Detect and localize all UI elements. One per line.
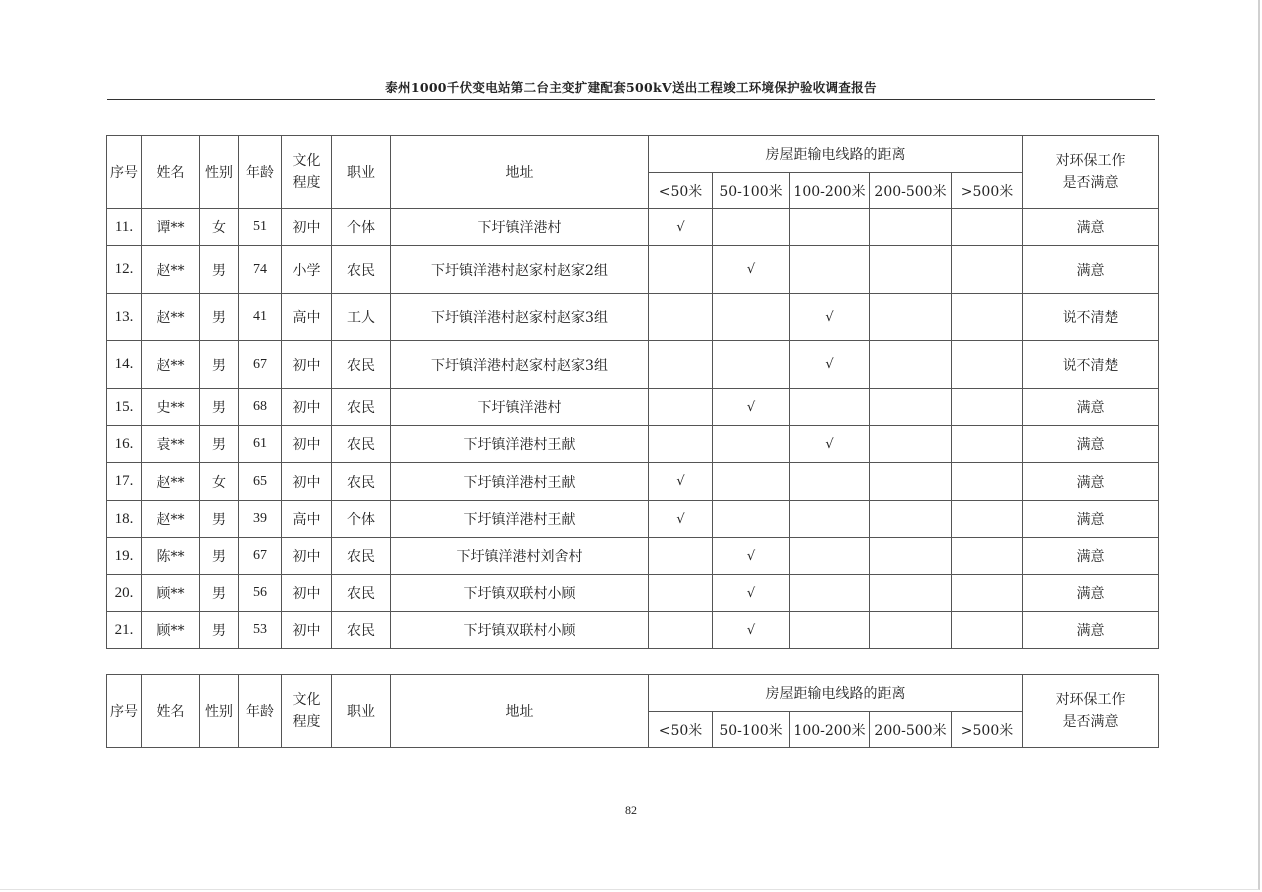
col-header-dist-100-200: 100-200米 bbox=[790, 173, 870, 209]
row-gender: 男 bbox=[200, 612, 239, 649]
row-distance-empty bbox=[649, 389, 713, 426]
row-name: 陈** bbox=[142, 538, 200, 575]
col-header-satisfaction bbox=[1023, 136, 1159, 209]
col-header-age: 年龄 bbox=[239, 675, 282, 748]
col-header-dist-200-500: 200-500米 bbox=[870, 712, 952, 748]
row-distance-empty bbox=[790, 575, 870, 612]
row-address: 下圩镇洋港村刘舍村 bbox=[391, 538, 649, 575]
row-distance-check: √ bbox=[649, 463, 713, 501]
row-distance-empty bbox=[952, 209, 1023, 246]
col-header-education bbox=[282, 136, 332, 209]
row-education: 初中 bbox=[282, 389, 332, 426]
survey-table-continued bbox=[106, 674, 1159, 748]
row-distance-empty bbox=[870, 575, 952, 612]
table-row bbox=[107, 538, 1159, 575]
row-seq: 16. bbox=[107, 426, 142, 463]
table-row bbox=[107, 612, 1159, 649]
row-gender: 男 bbox=[200, 389, 239, 426]
row-occupation: 农民 bbox=[332, 538, 391, 575]
col-header-address: 地址 bbox=[391, 136, 649, 209]
row-distance-empty bbox=[713, 463, 790, 501]
row-distance-empty bbox=[649, 246, 713, 294]
row-occupation: 个体 bbox=[332, 501, 391, 538]
row-address: 下圩镇洋港村王献 bbox=[391, 426, 649, 463]
col-header-education bbox=[282, 675, 332, 748]
row-distance-empty bbox=[952, 501, 1023, 538]
row-gender: 男 bbox=[200, 426, 239, 463]
row-address: 下圩镇洋港村王献 bbox=[391, 463, 649, 501]
row-seq: 11. bbox=[107, 209, 142, 246]
row-address: 下圩镇双联村小顾 bbox=[391, 612, 649, 649]
col-header-dist-50-100: 50-100米 bbox=[713, 712, 790, 748]
col-header-dist-lt50: <50米 bbox=[649, 712, 713, 748]
row-distance-check: √ bbox=[790, 294, 870, 341]
row-age: 74 bbox=[239, 246, 282, 294]
row-address: 下圩镇洋港村 bbox=[391, 389, 649, 426]
row-satisfaction: 满意 bbox=[1023, 209, 1159, 246]
row-gender: 男 bbox=[200, 501, 239, 538]
row-seq: 14. bbox=[107, 341, 142, 389]
row-distance-empty bbox=[870, 389, 952, 426]
row-distance-empty bbox=[870, 501, 952, 538]
row-occupation: 农民 bbox=[332, 426, 391, 463]
row-distance-empty bbox=[649, 426, 713, 463]
table-row bbox=[107, 294, 1159, 341]
row-education: 初中 bbox=[282, 612, 332, 649]
row-distance-empty bbox=[952, 538, 1023, 575]
row-gender: 女 bbox=[200, 463, 239, 501]
table-row bbox=[107, 209, 1159, 246]
col-header-occupation: 职业 bbox=[332, 136, 391, 209]
col-header-satisfaction-line2: 是否满意 bbox=[1062, 175, 1119, 191]
row-distance-empty bbox=[952, 389, 1023, 426]
col-header-address: 地址 bbox=[391, 675, 649, 748]
row-occupation: 农民 bbox=[332, 612, 391, 649]
row-seq: 19. bbox=[107, 538, 142, 575]
row-distance-empty bbox=[713, 426, 790, 463]
row-distance-check: √ bbox=[713, 612, 790, 649]
row-satisfaction: 满意 bbox=[1023, 575, 1159, 612]
row-distance-empty bbox=[870, 612, 952, 649]
col-header-occupation: 职业 bbox=[332, 675, 391, 748]
col-header-dist-gt500: >500米 bbox=[952, 712, 1023, 748]
col-header-dist-100-200: 100-200米 bbox=[790, 712, 870, 748]
col-header-satisfaction-line2: 是否满意 bbox=[1062, 714, 1119, 730]
row-address: 下圩镇洋港村 bbox=[391, 209, 649, 246]
row-distance-empty bbox=[790, 501, 870, 538]
row-age: 53 bbox=[239, 612, 282, 649]
col-header-dist-gt500: >500米 bbox=[952, 173, 1023, 209]
row-address: 下圩镇洋港村赵家村赵家3组 bbox=[391, 341, 649, 389]
row-distance-empty bbox=[649, 612, 713, 649]
continued-header-row bbox=[107, 675, 1159, 712]
row-satisfaction: 满意 bbox=[1023, 246, 1159, 294]
row-satisfaction: 满意 bbox=[1023, 612, 1159, 649]
col-header-education-line1: 文化 bbox=[292, 153, 321, 169]
row-distance-empty bbox=[952, 426, 1023, 463]
row-distance-check: √ bbox=[649, 501, 713, 538]
table-row bbox=[107, 246, 1159, 294]
row-age: 41 bbox=[239, 294, 282, 341]
row-education: 高中 bbox=[282, 294, 332, 341]
row-distance-empty bbox=[870, 426, 952, 463]
row-distance-empty bbox=[713, 501, 790, 538]
row-distance-empty bbox=[713, 209, 790, 246]
row-gender: 男 bbox=[200, 294, 239, 341]
row-satisfaction: 满意 bbox=[1023, 426, 1159, 463]
row-occupation: 农民 bbox=[332, 246, 391, 294]
row-distance-empty bbox=[952, 294, 1023, 341]
row-distance-empty bbox=[790, 389, 870, 426]
col-header-satisfaction bbox=[1023, 675, 1159, 748]
row-distance-check: √ bbox=[713, 389, 790, 426]
col-header-education-line2: 程度 bbox=[292, 714, 321, 730]
row-seq: 13. bbox=[107, 294, 142, 341]
col-header-dist-200-500: 200-500米 bbox=[870, 173, 952, 209]
row-distance-empty bbox=[790, 612, 870, 649]
col-header-age: 年龄 bbox=[239, 136, 282, 209]
row-satisfaction: 满意 bbox=[1023, 538, 1159, 575]
row-education: 高中 bbox=[282, 501, 332, 538]
row-seq: 21. bbox=[107, 612, 142, 649]
row-distance-check: √ bbox=[713, 246, 790, 294]
row-education: 初中 bbox=[282, 209, 332, 246]
row-distance-empty bbox=[649, 575, 713, 612]
row-gender: 男 bbox=[200, 575, 239, 612]
row-satisfaction: 说不清楚 bbox=[1023, 294, 1159, 341]
col-header-dist-50-100: 50-100米 bbox=[713, 173, 790, 209]
row-gender: 男 bbox=[200, 538, 239, 575]
row-distance-empty bbox=[713, 341, 790, 389]
row-occupation: 工人 bbox=[332, 294, 391, 341]
row-education: 初中 bbox=[282, 341, 332, 389]
row-name: 赵** bbox=[142, 294, 200, 341]
row-distance-empty bbox=[790, 463, 870, 501]
row-distance-empty bbox=[952, 463, 1023, 501]
row-distance-check: √ bbox=[713, 538, 790, 575]
row-occupation: 农民 bbox=[332, 575, 391, 612]
row-name: 谭** bbox=[142, 209, 200, 246]
row-name: 袁** bbox=[142, 426, 200, 463]
col-header-gender: 性别 bbox=[200, 675, 239, 748]
col-header-distance-group: 房屋距输电线路的距离 bbox=[649, 675, 1023, 712]
table-row bbox=[107, 341, 1159, 389]
table-row bbox=[107, 575, 1159, 612]
row-name: 赵** bbox=[142, 501, 200, 538]
row-distance-check: √ bbox=[790, 426, 870, 463]
row-distance-check: √ bbox=[713, 575, 790, 612]
row-gender: 男 bbox=[200, 341, 239, 389]
page-number: 82 bbox=[625, 803, 637, 817]
col-header-satisfaction-line1: 对环保工作 bbox=[1055, 692, 1126, 708]
row-distance-empty bbox=[952, 575, 1023, 612]
row-age: 61 bbox=[239, 426, 282, 463]
row-education: 初中 bbox=[282, 575, 332, 612]
survey-table bbox=[106, 135, 1159, 649]
row-distance-empty bbox=[870, 294, 952, 341]
table-header-row bbox=[107, 136, 1159, 173]
row-distance-empty bbox=[790, 538, 870, 575]
row-gender: 女 bbox=[200, 209, 239, 246]
header-rule bbox=[107, 99, 1155, 100]
row-occupation: 个体 bbox=[332, 209, 391, 246]
row-education: 初中 bbox=[282, 426, 332, 463]
table-row bbox=[107, 501, 1159, 538]
row-distance-empty bbox=[649, 341, 713, 389]
row-age: 67 bbox=[239, 341, 282, 389]
row-seq: 15. bbox=[107, 389, 142, 426]
row-distance-empty bbox=[952, 612, 1023, 649]
row-name: 赵** bbox=[142, 246, 200, 294]
col-header-name: 姓名 bbox=[142, 675, 200, 748]
row-seq: 20. bbox=[107, 575, 142, 612]
row-distance-empty bbox=[870, 246, 952, 294]
row-seq: 18. bbox=[107, 501, 142, 538]
col-header-education-line1: 文化 bbox=[292, 692, 321, 708]
row-address: 下圩镇双联村小顾 bbox=[391, 575, 649, 612]
row-gender: 男 bbox=[200, 246, 239, 294]
row-occupation: 农民 bbox=[332, 463, 391, 501]
table-row bbox=[107, 463, 1159, 501]
row-name: 赵** bbox=[142, 463, 200, 501]
row-address: 下圩镇洋港村赵家村赵家3组 bbox=[391, 294, 649, 341]
survey-table-body bbox=[107, 209, 1159, 649]
col-header-gender: 性别 bbox=[200, 136, 239, 209]
row-distance-check: √ bbox=[790, 341, 870, 389]
row-age: 68 bbox=[239, 389, 282, 426]
col-header-dist-lt50: <50米 bbox=[649, 173, 713, 209]
row-education: 初中 bbox=[282, 538, 332, 575]
row-distance-empty bbox=[649, 294, 713, 341]
row-name: 顾** bbox=[142, 575, 200, 612]
table-row bbox=[107, 389, 1159, 426]
row-education: 小学 bbox=[282, 246, 332, 294]
row-distance-empty bbox=[870, 341, 952, 389]
report-header-title: 泰州1000千伏变电站第二台主变扩建配套500kV送出工程竣工环境保护验收调查报告 bbox=[385, 80, 877, 95]
col-header-seq: 序号 bbox=[107, 136, 142, 209]
row-address: 下圩镇洋港村王献 bbox=[391, 501, 649, 538]
row-education: 初中 bbox=[282, 463, 332, 501]
row-satisfaction: 满意 bbox=[1023, 501, 1159, 538]
row-distance-empty bbox=[790, 209, 870, 246]
table-row bbox=[107, 426, 1159, 463]
row-distance-empty bbox=[870, 209, 952, 246]
row-distance-empty bbox=[870, 538, 952, 575]
col-header-name: 姓名 bbox=[142, 136, 200, 209]
row-distance-empty bbox=[713, 294, 790, 341]
col-header-seq: 序号 bbox=[107, 675, 142, 748]
row-age: 65 bbox=[239, 463, 282, 501]
row-name: 史** bbox=[142, 389, 200, 426]
row-seq: 12. bbox=[107, 246, 142, 294]
row-distance-empty bbox=[952, 246, 1023, 294]
row-satisfaction: 说不清楚 bbox=[1023, 341, 1159, 389]
col-header-distance-group: 房屋距输电线路的距离 bbox=[649, 136, 1023, 173]
row-address: 下圩镇洋港村赵家村赵家2组 bbox=[391, 246, 649, 294]
row-name: 赵** bbox=[142, 341, 200, 389]
row-satisfaction: 满意 bbox=[1023, 389, 1159, 426]
col-header-education-line2: 程度 bbox=[292, 175, 321, 191]
row-age: 39 bbox=[239, 501, 282, 538]
row-distance-check: √ bbox=[649, 209, 713, 246]
row-distance-empty bbox=[649, 538, 713, 575]
row-distance-empty bbox=[952, 341, 1023, 389]
row-age: 56 bbox=[239, 575, 282, 612]
col-header-satisfaction-line1: 对环保工作 bbox=[1055, 153, 1126, 169]
row-name: 顾** bbox=[142, 612, 200, 649]
row-age: 51 bbox=[239, 209, 282, 246]
row-satisfaction: 满意 bbox=[1023, 463, 1159, 501]
row-distance-empty bbox=[790, 246, 870, 294]
row-distance-empty bbox=[870, 463, 952, 501]
row-seq: 17. bbox=[107, 463, 142, 501]
row-age: 67 bbox=[239, 538, 282, 575]
row-occupation: 农民 bbox=[332, 389, 391, 426]
row-occupation: 农民 bbox=[332, 341, 391, 389]
